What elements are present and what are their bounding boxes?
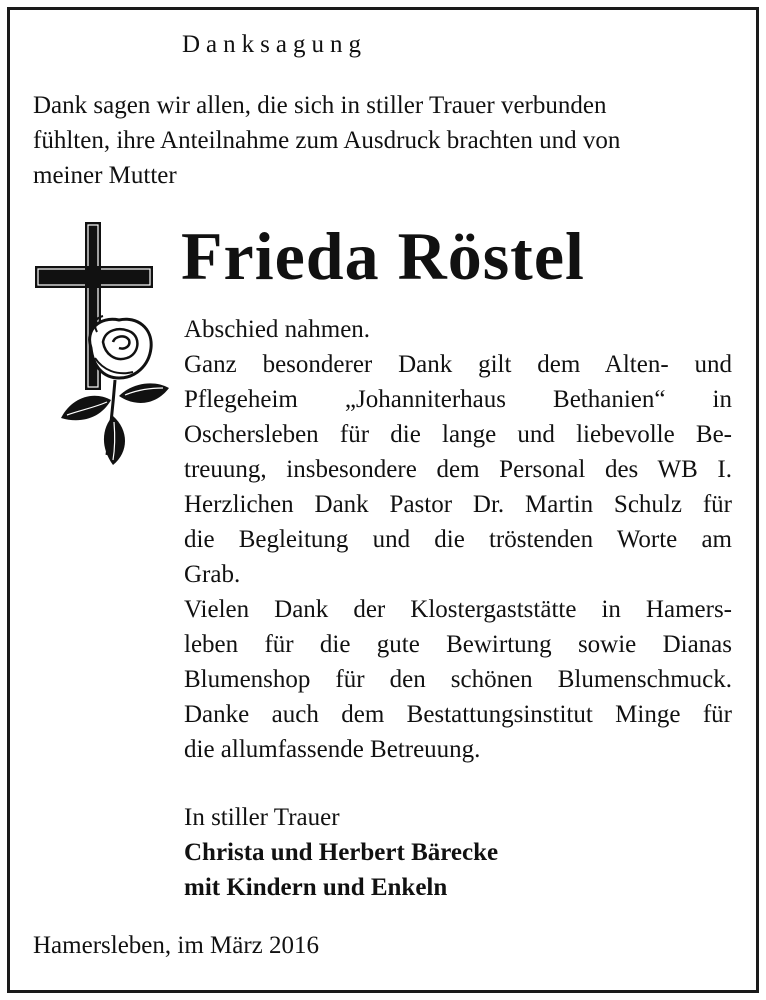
notice-heading: Danksagung: [182, 31, 367, 58]
rose-icon: [61, 316, 169, 465]
body-line: Vielen Dank der Klostergaststätte in Hamers-: [184, 596, 732, 623]
signature-block: [184, 800, 498, 905]
body-line: leben für die gute Bewirtung sowie Dianas: [184, 631, 732, 658]
signature-names: Christa und Herbert Bärecke: [184, 839, 499, 866]
intro-line: meiner Mutter: [33, 162, 177, 189]
intro-line: fühlten, ihre Anteilnahme zum Ausdruck brachten und von: [33, 127, 621, 154]
body-line: Oschersleben für die lange und liebevolle Be-: [184, 421, 732, 448]
signature-family: mit Kindern und Enkeln: [184, 874, 448, 901]
body-line: treuung, insbesondere dem Personal des WB I.: [184, 456, 732, 483]
signature-closing: In stiller Trauer: [184, 804, 340, 831]
intro-paragraph: [33, 88, 733, 193]
memorial-symbol: [33, 220, 173, 470]
body-line: Herzlichen Dank Pastor Dr. Martin Schulz für: [184, 491, 732, 518]
body-line: die Begleitung und die tröstenden Worte am: [184, 526, 732, 553]
body-line: Blumenshop für den schönen Blumenschmuck.: [184, 666, 732, 693]
body-line: die allumfassende Betreuung.: [184, 736, 481, 763]
body-line: Grab.: [184, 561, 241, 588]
body-line: Abschied nahmen.: [184, 316, 371, 343]
intro-line: Dank sagen wir allen, die sich in stiller Trauer verbunden: [33, 92, 607, 119]
place-date: Hamersleben, im März 2016: [33, 932, 320, 959]
body-line: Pflegeheim „Johanniterhaus Bethanien“ in: [184, 386, 732, 413]
deceased-name: Frieda Röstel: [181, 218, 585, 294]
body-line: Danke auch dem Bestattungsinstitut Minge für: [184, 701, 732, 728]
body-paragraph: [184, 312, 732, 767]
body-line: Ganz besonderer Dank gilt dem Alten- und: [184, 351, 732, 378]
